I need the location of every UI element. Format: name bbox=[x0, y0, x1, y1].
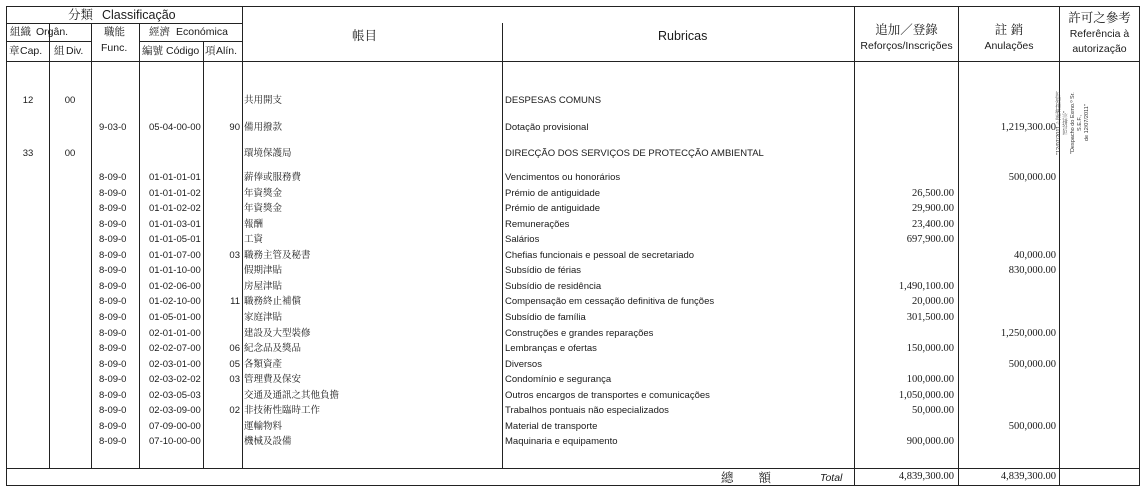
col-rule-end bbox=[1139, 6, 1140, 486]
cell-func: 8-09-0 bbox=[99, 187, 127, 199]
cell-codigo: 01-02-06-00 bbox=[149, 280, 201, 292]
cell-alinea: 03 bbox=[229, 249, 240, 261]
header-referencia-pt2: autorização bbox=[1072, 43, 1127, 55]
cell-func: 8-09-0 bbox=[99, 389, 127, 401]
total-reforco: 4,839,300.00 bbox=[898, 471, 954, 482]
col-rule-func bbox=[139, 23, 140, 468]
header-anulacoes-pt: Anulações bbox=[984, 40, 1034, 52]
cell-func: 8-09-0 bbox=[99, 358, 127, 370]
cell-reforco: 20,000.00 bbox=[912, 296, 954, 308]
cell-rubrica-zh: 報酬 bbox=[244, 218, 264, 230]
cell-func: 8-09-0 bbox=[99, 311, 127, 323]
cell-alinea: 90 bbox=[229, 122, 240, 133]
cell-reforco: 1,050,000.00 bbox=[898, 389, 954, 401]
cell-rubrica-zh: 年資獎金 bbox=[244, 187, 283, 199]
cell-codigo: 01-05-01-00 bbox=[149, 311, 201, 323]
cell-rubrica-zh: 職務主管及秘書 bbox=[244, 249, 311, 261]
header-reforcos-pt: Reforços/Inscrições bbox=[860, 40, 953, 52]
cell-rubrica-zh: 職務終止補償 bbox=[244, 296, 302, 308]
cell-reforco: 150,000.00 bbox=[906, 343, 954, 355]
cell-div: 00 bbox=[64, 148, 76, 159]
cell-codigo: 02-03-02-02 bbox=[149, 374, 201, 386]
header-reforcos-zh: 追加／登錄 bbox=[875, 23, 938, 37]
cell-rubrica-zh: 各類資產 bbox=[244, 358, 283, 370]
cell-rubrica-zh: 非技術性臨時工作 bbox=[244, 405, 321, 417]
cell-reforco: 29,900.00 bbox=[912, 203, 954, 215]
cell-rubrica-pt: Vencimentos ou honorários bbox=[505, 172, 621, 183]
header-classificacao-pt: Classificação bbox=[102, 8, 176, 22]
cell-alinea: 06 bbox=[229, 343, 240, 355]
cell-rubrica-zh: 建設及大型裝修 bbox=[244, 327, 311, 339]
authorization-stamp bbox=[1056, 78, 1108, 168]
cell-rubrica-zh: 機械及設備 bbox=[244, 436, 292, 448]
cell-rubrica-zh: 工資 bbox=[244, 234, 264, 246]
cell-rubrica-pt: Subsídio de residência bbox=[505, 280, 602, 292]
cell-codigo: 02-03-05-03 bbox=[149, 389, 201, 401]
cell-rubrica-pt: Subsídio de férias bbox=[505, 265, 582, 277]
cell-rubrica-pt: Material de transporte bbox=[505, 420, 598, 432]
stamp-line-2: 司長批示" bbox=[1063, 111, 1069, 135]
header-bottom-rule bbox=[6, 61, 1140, 62]
cell-rubrica-pt: Subsídio de família bbox=[505, 311, 586, 323]
cell-func: 8-09-0 bbox=[99, 203, 127, 215]
cell-func: 8-09-0 bbox=[99, 265, 127, 277]
cell-rubrica-pt: Prémio de antiguidade bbox=[505, 187, 601, 199]
cell-rubrica-pt: Diversos bbox=[505, 358, 542, 370]
cell-codigo: 01-02-10-00 bbox=[149, 296, 201, 308]
cell-anulacao: 1,250,000.00 bbox=[1000, 327, 1056, 339]
cell-codigo: 01-01-01-01 bbox=[149, 172, 201, 183]
cell-func: 8-09-0 bbox=[99, 234, 127, 246]
total-row-rule bbox=[6, 468, 1140, 469]
table-border-top bbox=[6, 6, 1140, 7]
col-rule-alinea bbox=[242, 6, 243, 468]
header-economica-zh: 經濟 bbox=[149, 26, 170, 38]
col-rule-0 bbox=[6, 6, 7, 486]
stamp-line-1: "12/07/2011 之經濟財政司 bbox=[1056, 91, 1062, 155]
cell-rubrica-zh: 運輸物料 bbox=[244, 420, 283, 432]
cell-func: 8-09-0 bbox=[99, 296, 127, 308]
cell-cap: 33 bbox=[22, 148, 34, 159]
header-organica-pt: Orgân. bbox=[36, 26, 69, 38]
header-codigo-zh: 編號 bbox=[142, 45, 163, 57]
cell-rubrica-pt: Compensação em cessação definitiva de funções bbox=[505, 296, 715, 308]
cell-rubrica-zh: 家庭津貼 bbox=[244, 311, 283, 323]
cell-alinea: 05 bbox=[229, 358, 240, 370]
cell-rubrica-zh: 環境保護局 bbox=[244, 148, 292, 159]
cell-func: 8-09-0 bbox=[99, 420, 127, 432]
total-label-pt: Total bbox=[820, 472, 843, 484]
cell-rubrica-pt: Condomínio e segurança bbox=[505, 374, 612, 386]
cell-reforco: 26,500.00 bbox=[912, 187, 954, 199]
cell-codigo: 01-01-02-02 bbox=[149, 203, 201, 215]
cell-rubrica-zh: 備用撥款 bbox=[244, 122, 283, 133]
col-rule-cap bbox=[49, 23, 50, 468]
cell-func: 8-09-0 bbox=[99, 343, 127, 355]
cell-rubrica-pt: Construções e grandes reparações bbox=[505, 327, 654, 339]
cell-rubrica-pt: Maquinaria e equipamento bbox=[505, 436, 618, 448]
cell-codigo: 02-01-01-00 bbox=[149, 327, 201, 339]
cell-anulacao: 500,000.00 bbox=[1008, 172, 1056, 183]
cell-func: 9-03-0 bbox=[99, 122, 127, 133]
cell-reforco: 301,500.00 bbox=[906, 311, 954, 323]
cell-rubrica-zh: 共用開支 bbox=[244, 95, 283, 106]
cell-codigo: 02-03-01-00 bbox=[149, 358, 201, 370]
cell-codigo: 07-10-00-00 bbox=[149, 436, 201, 448]
cell-rubrica-pt: Dotação provisional bbox=[505, 122, 589, 133]
cell-rubrica-zh: 假期津貼 bbox=[244, 265, 283, 277]
cell-func: 8-09-0 bbox=[99, 436, 127, 448]
header-rule-2b bbox=[139, 41, 242, 42]
header-economica-pt: Económica bbox=[176, 26, 228, 38]
header-div-pt: Div. bbox=[66, 45, 84, 57]
col-rule-div bbox=[91, 23, 92, 468]
cell-codigo: 02-03-09-00 bbox=[149, 405, 201, 417]
header-div-zh: 組 bbox=[54, 45, 65, 57]
cell-func: 8-09-0 bbox=[99, 172, 127, 183]
cell-reforco: 23,400.00 bbox=[912, 218, 954, 230]
header-cap-pt: Cap. bbox=[20, 45, 43, 57]
cell-func: 8-09-0 bbox=[99, 249, 127, 261]
cell-rubrica-zh: 交通及通訊之其他負擔 bbox=[244, 389, 340, 401]
cell-reforco: 1,490,100.00 bbox=[898, 280, 954, 292]
cell-rubrica-pt: Trabalhos pontuais não especializados bbox=[505, 405, 669, 417]
header-rubricas-zh: 帳目 bbox=[352, 29, 378, 43]
header-referencia-zh: 許可之參考 bbox=[1068, 11, 1131, 25]
cell-anulacao: 500,000.00 bbox=[1008, 420, 1056, 432]
cell-reforco: 100,000.00 bbox=[906, 374, 954, 386]
cell-rubrica-zh: 年資獎金 bbox=[244, 203, 283, 215]
cell-func: 8-09-0 bbox=[99, 405, 127, 417]
header-referencia-pt1: Referência à bbox=[1069, 28, 1130, 40]
table-border-bottom bbox=[6, 485, 1140, 486]
header-alinea-pt: Alín. bbox=[216, 45, 238, 57]
cell-alinea: 03 bbox=[229, 374, 240, 386]
cell-func: 8-09-0 bbox=[99, 327, 127, 339]
header-rule-1 bbox=[6, 23, 242, 24]
stamp-line-3: "Despacho do Exmo.º Sr. bbox=[1070, 92, 1076, 154]
cell-codigo: 01-01-07-00 bbox=[149, 249, 201, 261]
cell-div: 00 bbox=[64, 95, 76, 106]
cell-rubrica-pt: Remunerações bbox=[505, 218, 570, 230]
cell-rubrica-pt: Outros encargos de transportes e comunicações bbox=[505, 389, 710, 401]
stamp-line-5: de 12/07/2011" bbox=[1084, 104, 1090, 142]
col-rule-codigo bbox=[203, 41, 204, 468]
header-alinea-zh: 項 bbox=[205, 45, 216, 57]
header-funcional-zh: 職能 bbox=[104, 26, 125, 38]
col-rule-zh bbox=[502, 23, 503, 468]
cell-rubrica-zh: 薪俸或服務費 bbox=[244, 172, 302, 183]
cell-codigo: 05-04-00-00 bbox=[149, 122, 201, 133]
cell-anulacao: 1,219,300.00 bbox=[1000, 122, 1056, 133]
cell-anulacao: 500,000.00 bbox=[1008, 358, 1056, 370]
cell-codigo: 07-09-00-00 bbox=[149, 420, 201, 432]
cell-rubrica-zh: 管理費及保安 bbox=[244, 374, 302, 386]
header-funcional-pt: Func. bbox=[101, 42, 128, 54]
cell-codigo: 01-01-03-01 bbox=[149, 218, 201, 230]
cell-rubrica-zh: 房屋津貼 bbox=[244, 280, 283, 292]
cell-rubrica-zh: 紀念品及獎品 bbox=[244, 343, 302, 355]
cell-reforco: 900,000.00 bbox=[906, 436, 954, 448]
cell-rubrica-pt: DIRECÇÃO DOS SERVIÇOS DE PROTECÇÃO AMBIENTAL bbox=[505, 148, 764, 159]
cell-rubrica-pt: Lembranças e ofertas bbox=[505, 343, 597, 355]
header-codigo-pt: Código bbox=[166, 45, 200, 57]
header-rubricas-pt: Rubricas bbox=[658, 29, 708, 43]
col-rule-reforco bbox=[958, 6, 959, 486]
cell-codigo: 01-01-05-01 bbox=[149, 234, 201, 246]
header-classificacao-zh: 分類 bbox=[68, 8, 94, 22]
stamp-line-4: S.E.F., bbox=[1077, 114, 1083, 132]
cell-func: 8-09-0 bbox=[99, 374, 127, 386]
cell-rubrica-pt: Salários bbox=[505, 234, 540, 246]
cell-rubrica-pt: Prémio de antiguidade bbox=[505, 203, 601, 215]
total-anulacao: 4,839,300.00 bbox=[1000, 471, 1056, 482]
cell-func: 8-09-0 bbox=[99, 218, 127, 230]
cell-reforco: 697,900.00 bbox=[906, 234, 954, 246]
total-label-zh: 總 額 bbox=[721, 471, 772, 485]
cell-alinea: 02 bbox=[229, 405, 240, 417]
cell-codigo: 01-01-01-02 bbox=[149, 187, 201, 199]
cell-func: 8-09-0 bbox=[99, 280, 127, 292]
cell-codigo: 02-02-07-00 bbox=[149, 343, 201, 355]
header-cap-zh: 章 bbox=[9, 45, 20, 57]
header-anulacoes-zh: 註 銷 bbox=[994, 23, 1024, 37]
budget-table bbox=[6, 6, 1140, 486]
cell-reforco: 50,000.00 bbox=[912, 405, 954, 417]
header-organica-zh: 組織 bbox=[10, 26, 31, 38]
cell-alinea: 11 bbox=[230, 296, 240, 308]
cell-anulacao: 40,000.00 bbox=[1014, 249, 1056, 261]
cell-rubrica-pt: Chefias funcionais e pessoal de secretariado bbox=[505, 249, 695, 261]
cell-cap: 12 bbox=[22, 95, 34, 106]
cell-rubrica-pt: DESPESAS COMUNS bbox=[505, 95, 602, 106]
cell-codigo: 01-01-10-00 bbox=[149, 265, 201, 277]
cell-anulacao: 830,000.00 bbox=[1008, 265, 1056, 277]
